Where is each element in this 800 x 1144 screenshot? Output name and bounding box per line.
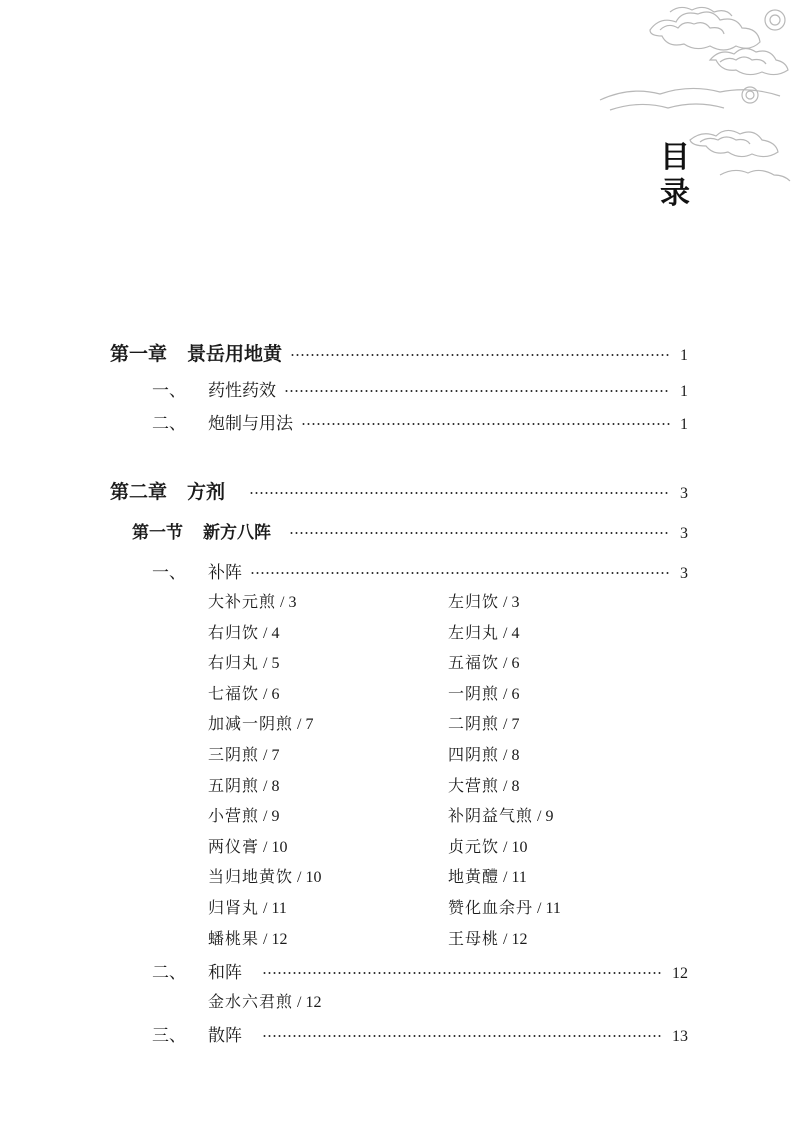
formula-entry[interactable]: [208, 926, 287, 949]
formula-name: 三阴煎: [208, 745, 260, 764]
leader-dots: [301, 423, 670, 425]
formula-entry[interactable]: [448, 681, 519, 704]
formula-name: 补阴益气煎: [448, 806, 534, 825]
separator: /: [276, 594, 289, 611]
formula-entry[interactable]: [448, 742, 519, 765]
formula-name: 二阴煎: [448, 714, 500, 733]
separator: /: [259, 931, 272, 948]
formula-page: 4: [271, 625, 280, 642]
formula-entry-he-1[interactable]: 金水六君煎 / 12: [208, 992, 322, 1011]
item-label: 二、 炮制与用法: [152, 414, 293, 434]
chapter-label: 第二章 方剂: [110, 481, 226, 503]
formula-name: 蟠桃果: [208, 929, 260, 948]
leader-dots: [289, 532, 670, 534]
formula-page: 11: [545, 900, 561, 917]
toc-subsection-3[interactable]: [152, 1021, 688, 1046]
separator: /: [499, 747, 512, 764]
separator: /: [259, 808, 272, 825]
formula-page: 11: [271, 900, 287, 917]
page-number: 1: [680, 383, 688, 400]
item-label: 一、 药性药效: [152, 381, 276, 401]
formula-page: 10: [271, 839, 288, 856]
cloud-decoration-icon: [590, 0, 800, 200]
formula-page: 6: [271, 686, 280, 703]
formula-name: 地黄醴: [448, 867, 500, 886]
formula-page: 11: [511, 869, 527, 886]
formula-page: 4: [511, 625, 520, 642]
item-label: 三、 散阵: [152, 1026, 242, 1046]
formula-entry[interactable]: [448, 926, 527, 949]
formula-name: 右归饮: [208, 623, 260, 642]
page-number: 13: [672, 1028, 688, 1045]
leader-dots: [249, 492, 670, 494]
formula-name: 五福饮: [448, 653, 500, 672]
formula-name: 赞化血余丹: [448, 898, 534, 917]
separator: /: [259, 625, 272, 642]
formula-entry[interactable]: [208, 589, 296, 612]
formula-name: 贞元饮: [448, 837, 500, 856]
item-label: 一、 补阵: [152, 563, 242, 583]
formula-name: 右归丸: [208, 653, 260, 672]
formula-entry[interactable]: [208, 681, 279, 704]
formula-page: 6: [511, 686, 520, 703]
page-number: 1: [680, 347, 688, 364]
formula-name: 当归地黄饮: [208, 867, 294, 886]
formula-name: 七福饮: [208, 684, 260, 703]
page-title: [655, 140, 695, 212]
formula-page: 3: [288, 594, 297, 611]
separator: /: [293, 716, 306, 733]
formula-page: 3: [511, 594, 520, 611]
formula-entry[interactable]: [448, 895, 561, 918]
formula-name: 加减一阴煎: [208, 714, 294, 733]
leader-dots: [262, 972, 662, 974]
section-label: 第一节 新方八阵: [132, 523, 271, 543]
leader-dots: [284, 390, 670, 392]
formula-page: 10: [305, 869, 322, 886]
formula-entry[interactable]: [208, 895, 287, 918]
formula-name: 归肾丸: [208, 898, 260, 917]
formula-entry[interactable]: [208, 620, 279, 643]
formula-page: 6: [511, 655, 520, 672]
formula-page: 7: [305, 716, 314, 733]
separator: /: [499, 931, 512, 948]
formula-page: 8: [271, 778, 280, 795]
separator: /: [259, 839, 272, 856]
formula-page: 5: [271, 655, 280, 672]
formula-name: 小营煎: [208, 806, 260, 825]
formula-name: 大营煎: [448, 776, 500, 795]
formula-entry[interactable]: [208, 650, 279, 673]
page-number: 3: [680, 565, 688, 582]
formula-entry[interactable]: [208, 864, 321, 887]
separator: /: [499, 594, 512, 611]
formula-name: 五阴煎: [208, 776, 260, 795]
formula-page: 7: [271, 747, 280, 764]
leader-dots: [290, 354, 670, 356]
formula-entry[interactable]: [448, 589, 519, 612]
separator: /: [499, 655, 512, 672]
formula-entry[interactable]: [208, 834, 287, 857]
title-char-2: 录: [660, 176, 690, 211]
leader-dots: [262, 1035, 662, 1037]
page-number: 12: [672, 965, 688, 982]
formula-page: 12: [511, 931, 528, 948]
formula-entry[interactable]: [448, 803, 553, 826]
formula-entry[interactable]: [208, 773, 279, 796]
formula-page: 9: [271, 808, 280, 825]
toc-chapter-1[interactable]: [110, 339, 688, 366]
formula-name: 左归丸: [448, 623, 500, 642]
formula-page: 10: [511, 839, 528, 856]
formula-entry[interactable]: [448, 620, 519, 643]
separator: /: [259, 900, 272, 917]
separator: /: [259, 655, 272, 672]
toc-item-1-2[interactable]: [152, 409, 688, 434]
formula-page: 7: [511, 716, 520, 733]
formula-entry[interactable]: [448, 773, 519, 796]
formula-entry[interactable]: [208, 711, 313, 734]
separator: /: [499, 686, 512, 703]
chapter-label: 第一章 景岳用地黄: [110, 343, 283, 365]
page-number: 3: [680, 525, 688, 542]
separator: /: [499, 716, 512, 733]
toc-subsection-2[interactable]: [152, 958, 688, 983]
formula-entry[interactable]: [448, 650, 519, 673]
formula-entry[interactable]: [448, 711, 519, 734]
separator: /: [499, 778, 512, 795]
formula-name: 一阴煎: [448, 684, 500, 703]
separator: /: [499, 869, 512, 886]
formula-name: 王母桃: [448, 929, 500, 948]
separator: /: [499, 839, 512, 856]
formula-entry[interactable]: [208, 742, 279, 765]
formula-name: 大补元煎: [208, 592, 277, 611]
separator: /: [499, 625, 512, 642]
formula-page: 8: [511, 747, 520, 764]
separator: /: [259, 778, 272, 795]
toc-chapter-2[interactable]: [110, 477, 688, 504]
separator: /: [259, 747, 272, 764]
page-number: 1: [680, 416, 688, 433]
page-number: 3: [680, 485, 688, 502]
formula-entry[interactable]: [448, 864, 527, 887]
formula-name: 四阴煎: [448, 745, 500, 764]
formula-entry[interactable]: [208, 803, 279, 826]
formula-page: 9: [545, 808, 554, 825]
toc-subsection-1[interactable]: [152, 558, 688, 583]
title-char-1: 目: [660, 140, 690, 175]
toc-item-1-1[interactable]: [152, 376, 688, 401]
formula-page: 12: [271, 931, 288, 948]
separator: /: [533, 808, 546, 825]
formula-name: 左归饮: [448, 592, 500, 611]
separator: /: [259, 686, 272, 703]
leader-dots: [250, 572, 670, 574]
separator: /: [533, 900, 546, 917]
item-label: 二、 和阵: [152, 963, 242, 983]
separator: /: [293, 869, 306, 886]
formula-entry[interactable]: [448, 834, 527, 857]
formula-name: 两仪膏: [208, 837, 260, 856]
toc-section-1[interactable]: [132, 518, 688, 543]
formula-page: 8: [511, 778, 520, 795]
